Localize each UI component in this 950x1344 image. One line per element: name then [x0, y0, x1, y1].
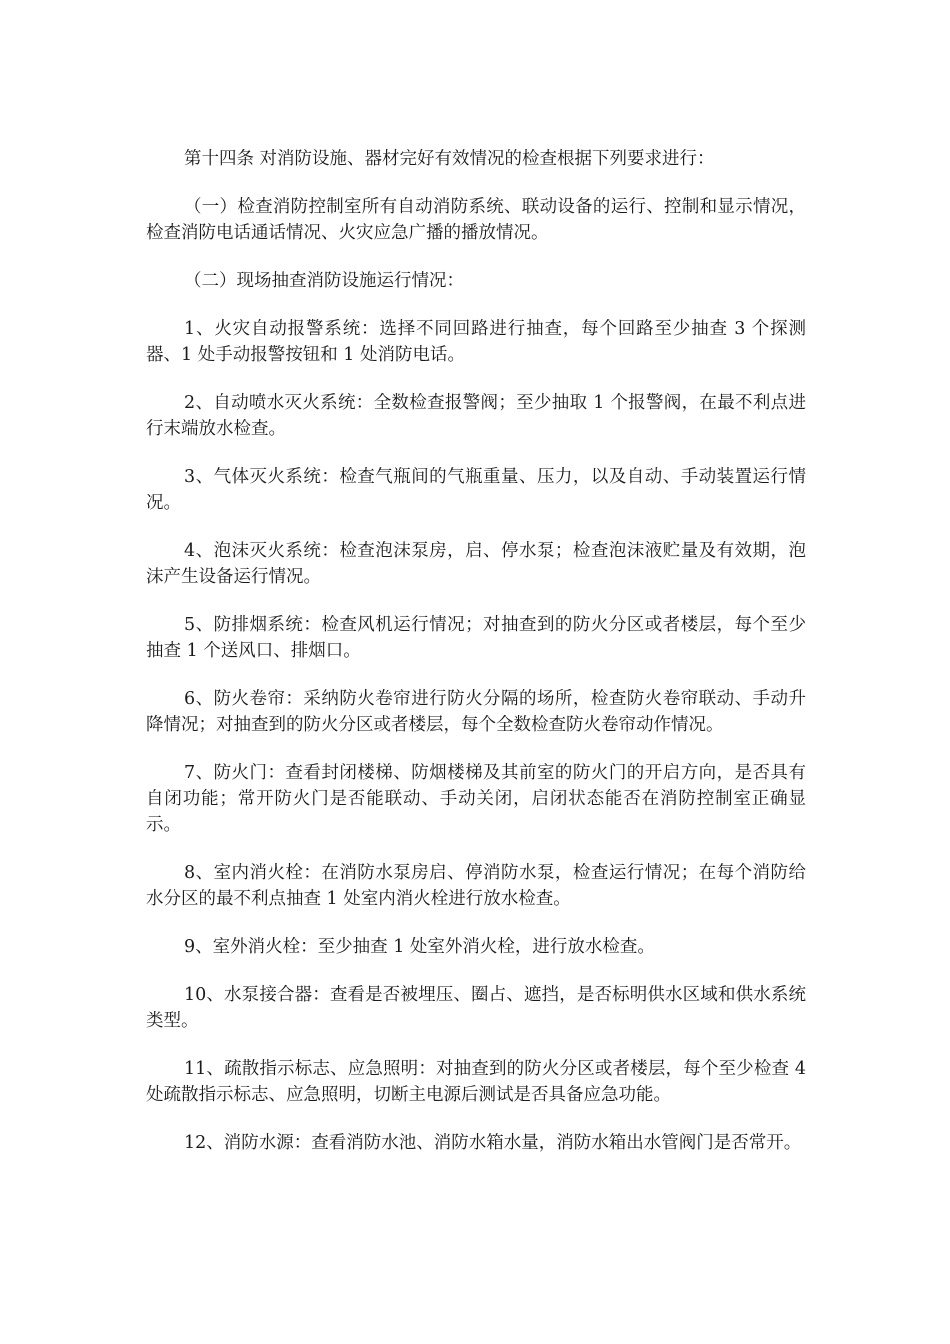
item-5-paragraph: 5、防排烟系统：检查风机运行情况；对抽查到的防火分区或者楼层，每个至少抽查 1 个送风口、排烟口。 — [146, 615, 806, 661]
item-8-paragraph: 8、室内消火栓：在消防水泵房启、停消防水泵，检查运行情况；在每个消防给水分区的最不利点抽查 1 处室内消火栓进行放水检查。 — [146, 863, 806, 909]
article-heading: 第十四条 对消防设施、器材完好有效情况的检查根据下列要求进行： — [184, 149, 715, 169]
item-7-paragraph: 7、防火门：查看封闭楼梯、防烟楼梯及其前室的防火门的开启方向，是否具有自闭功能；常开防火门是否能联动、手动关闭，启闭状态能否在消防控制室正确显示。 — [146, 763, 806, 835]
item-3-paragraph: 3、气体灭火系统：检查气瓶间的气瓶重量、压力，以及自动、手动装置运行情况。 — [146, 467, 806, 513]
item-11-paragraph: 11、疏散指示标志、应急照明：对抽查到的防火分区或者楼层，每个至少检查 4 处疏散指示标志、应急照明，切断主电源后测试是否具备应急功能。 — [146, 1059, 806, 1105]
item-9-paragraph: 9、室外消火栓：至少抽查 1 处室外消火栓，进行放水检查。 — [184, 937, 655, 957]
section-2-heading: （二）现场抽查消防设施运行情况： — [184, 271, 464, 291]
section-1-paragraph: （一）检查消防控制室所有自动消防系统、联动设备的运行、控制和显示情况，检查消防电话通话情况、火灾应急广播的播放情况。 — [146, 197, 806, 243]
document-body — [146, 146, 806, 1178]
item-10-paragraph: 10、水泵接合器：查看是否被埋压、圈占、遮挡，是否标明供水区域和供水系统类型。 — [146, 985, 806, 1031]
item-4-paragraph: 4、泡沫灭火系统：检查泡沫泵房，启、停水泵；检查泡沫液贮量及有效期，泡沫产生设备运行情况。 — [146, 541, 806, 587]
item-6-paragraph: 6、防火卷帘：采纳防火卷帘进行防火分隔的场所，检查防火卷帘联动、手动升降情况；对抽查到的防火分区或者楼层，每个全数检查防火卷帘动作情况。 — [146, 689, 806, 735]
item-2-paragraph: 2、自动喷水灭火系统：全数检查报警阀；至少抽取 1 个报警阀，在最不利点进行末端放水检查。 — [146, 393, 806, 439]
item-12-paragraph: 12、消防水源：查看消防水池、消防水箱水量，消防水箱出水管阀门是否常开。 — [184, 1133, 802, 1153]
item-1-paragraph: 1、火灾自动报警系统：选择不同回路进行抽查，每个回路至少抽查 3 个探测器、1 处手动报警按钮和 1 处消防电话。 — [146, 319, 806, 365]
